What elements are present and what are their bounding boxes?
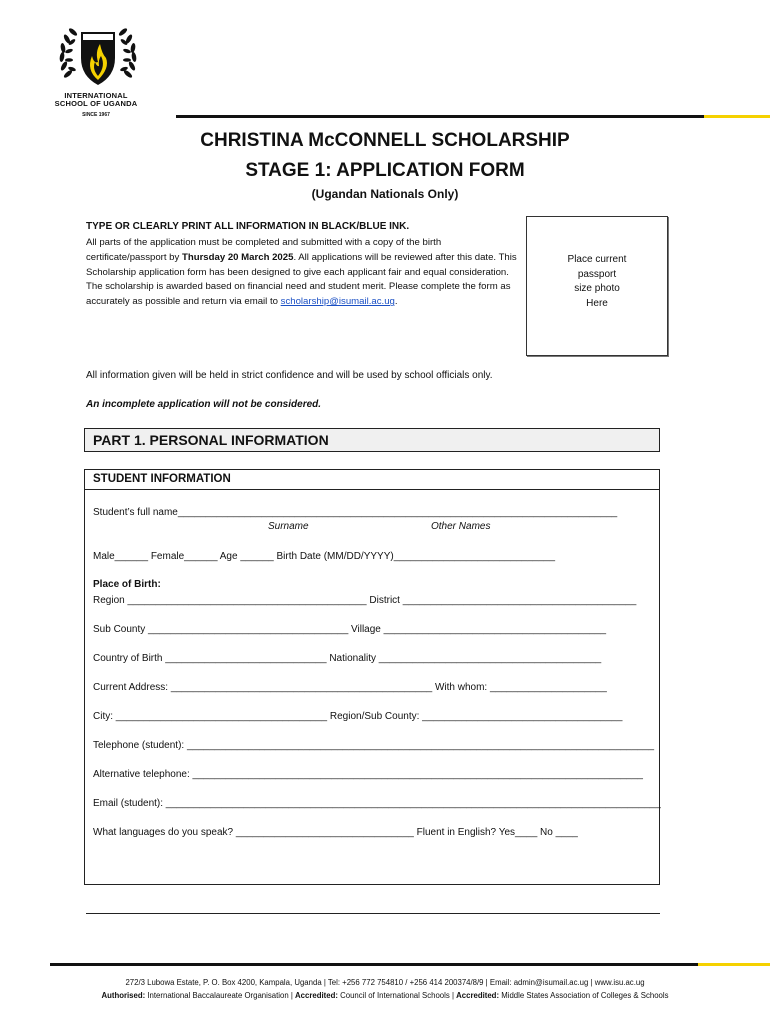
header-divider xyxy=(176,115,704,118)
photo-label-line3: size photo xyxy=(574,283,620,295)
deadline-date: Thursday 20 March 2025 xyxy=(181,251,294,263)
accredited-value-1: Council of International Schools | xyxy=(337,991,457,1000)
school-name-line2: SCHOOL OF UGANDA xyxy=(54,99,138,108)
footer-contact: 272/3 Lubowa Estate, P. O. Box 4200, Kampala, Uganda | Tel: +256 772 754810 / +256 414 200374/8/9 | Email: admin@isumail.ac.ug | www.isu.ac.ug xyxy=(125,978,645,987)
city-region-field[interactable]: City: ______________________________________ Region/Sub County: ____________________________________ xyxy=(93,711,623,722)
scholarship-email-link[interactable]: scholarship@isumail.ac.ug xyxy=(280,296,395,308)
form-title: CHRISTINA McCONNELL SCHOLARSHIP xyxy=(200,130,570,151)
student-telephone-field[interactable]: Telephone (student): ____________________________________________________________________________________ xyxy=(93,740,655,751)
photo-label-line2: passport xyxy=(577,268,617,280)
school-since: SINCE 1967 xyxy=(82,112,110,118)
header-divider-accent xyxy=(704,115,770,118)
other-names-caption: Other Names xyxy=(431,521,491,532)
gender-age-birthdate-field[interactable]: Male______ Female______ Age ______ Birth Date (MM/DD/YYYY)_____________________________ xyxy=(93,551,556,562)
photo-label-line1: Place current xyxy=(567,254,627,265)
confidentiality-note: All information given will be held in strict confidence and will be used by school officials only. xyxy=(86,370,493,381)
current-address-field[interactable]: Current Address: _______________________________________________ With whom: _____________________ xyxy=(93,682,607,693)
instructions-text-3: . xyxy=(394,296,398,308)
school-crest-icon xyxy=(48,22,148,92)
instructions-body xyxy=(86,236,524,310)
region-district-field[interactable]: Region ___________________________________________ District __________________________________________ xyxy=(93,595,637,606)
languages-field[interactable]: What languages do you speak? ________________________________ Fluent in English? Yes____ No ____ xyxy=(93,827,578,838)
surname-caption: Surname xyxy=(268,521,309,532)
photo-box-label xyxy=(527,253,667,311)
place-of-birth-label: Place of Birth: xyxy=(93,579,161,590)
accredited-label-2: Accredited: xyxy=(456,991,500,1000)
school-name xyxy=(46,92,146,108)
incomplete-warning: An incomplete application will not be considered. xyxy=(86,399,322,410)
part1-header xyxy=(84,428,660,452)
instructions-text-1: All parts of the application must be completed and submitted with a copy of the birth certificate/passport by xyxy=(86,237,442,263)
school-logo xyxy=(48,22,148,97)
student-email-field[interactable]: Email (student): _________________________________________________________________________________________ xyxy=(93,798,661,809)
full-name-field[interactable]: Student’s full name_______________________________________________________________________________ xyxy=(93,507,618,518)
authorised-value: International Baccalaureate Organisation | xyxy=(145,991,296,1000)
country-nationality-field[interactable]: Country of Birth _____________________________ Nationality ________________________________________ xyxy=(93,653,602,664)
student-information-section xyxy=(84,469,660,885)
authorised-label: Authorised: xyxy=(101,991,146,1000)
subcounty-village-field[interactable]: Sub County ____________________________________ Village ________________________________________ xyxy=(93,624,607,635)
part1-title: PART 1. PERSONAL INFORMATION xyxy=(93,432,329,448)
student-info-header xyxy=(85,470,659,490)
student-info-title: STUDENT INFORMATION xyxy=(93,473,231,485)
footer-divider xyxy=(50,963,698,966)
eligibility-note: (Ugandan Nationals Only) xyxy=(311,187,459,201)
photo-label-line4: Here xyxy=(586,297,608,309)
section-end-line xyxy=(86,913,660,914)
alternative-telephone-field[interactable]: Alternative telephone: _________________________________________________________________________________ xyxy=(93,769,643,780)
accredited-value-2: Middle States Association of Colleges & Schools xyxy=(499,991,669,1000)
footer-accreditation xyxy=(0,991,770,1000)
form-subtitle: STAGE 1: APPLICATION FORM xyxy=(245,160,525,181)
school-name-line1: INTERNATIONAL xyxy=(64,91,128,100)
instructions-heading: TYPE OR CLEARLY PRINT ALL INFORMATION IN BLACK/BLUE INK. xyxy=(86,221,410,232)
footer-divider-accent xyxy=(698,963,770,966)
passport-photo-box[interactable] xyxy=(526,216,668,356)
instructions-text-2: . All applications will be reviewed after this date. This Scholarship application form has been designed to give each applicant fair and equal consideration. The scholarship is awarded based on financial need and student merit. Please complete the form as accurately as possible and return via email to xyxy=(86,251,517,308)
accredited-label-1: Accredited: xyxy=(295,991,338,1000)
